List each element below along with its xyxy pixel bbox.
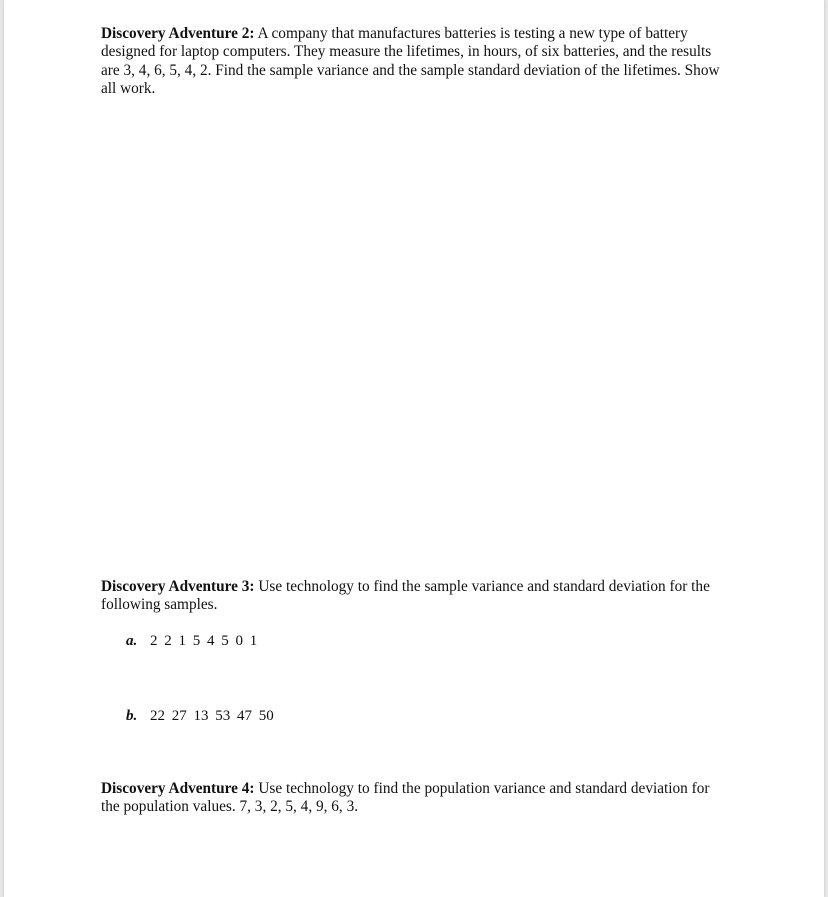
sample-item-a xyxy=(126,632,257,650)
sample-item-b xyxy=(126,707,274,725)
document-page xyxy=(4,0,824,897)
adventure-2-body: A company that manufactures batteries is testing a new type of battery designed for laptop computers. They measure the lifetimes, in hours, of six batteries, and the results are 3, 4, 6, 5, 4, 2. Find the sample variance and the sample standard deviation of the lifetimes. Show all work. xyxy=(101,25,720,98)
adventure-4-heading: Discovery Adventure 4: xyxy=(101,780,255,797)
adventure-3-body: Use technology to find the sample variance and standard deviation for the following samples. xyxy=(101,578,710,614)
discovery-adventure-2 xyxy=(101,25,723,99)
item-a-letter: a. xyxy=(126,633,138,649)
adventure-2-heading: Discovery Adventure 2: xyxy=(101,25,255,42)
discovery-adventure-4 xyxy=(101,780,723,817)
adventure-4-body: Use technology to find the population variance and standard deviation for the population values. 7, 3, 2, 5, 4, 9, 6, 3. xyxy=(101,780,710,816)
item-b-letter: b. xyxy=(126,708,138,724)
item-b-values: 22 27 13 53 47 50 xyxy=(150,708,274,724)
item-a-values: 2 2 1 5 4 5 0 1 xyxy=(150,633,258,649)
discovery-adventure-3 xyxy=(101,578,723,615)
adventure-3-heading: Discovery Adventure 3: xyxy=(101,578,255,595)
